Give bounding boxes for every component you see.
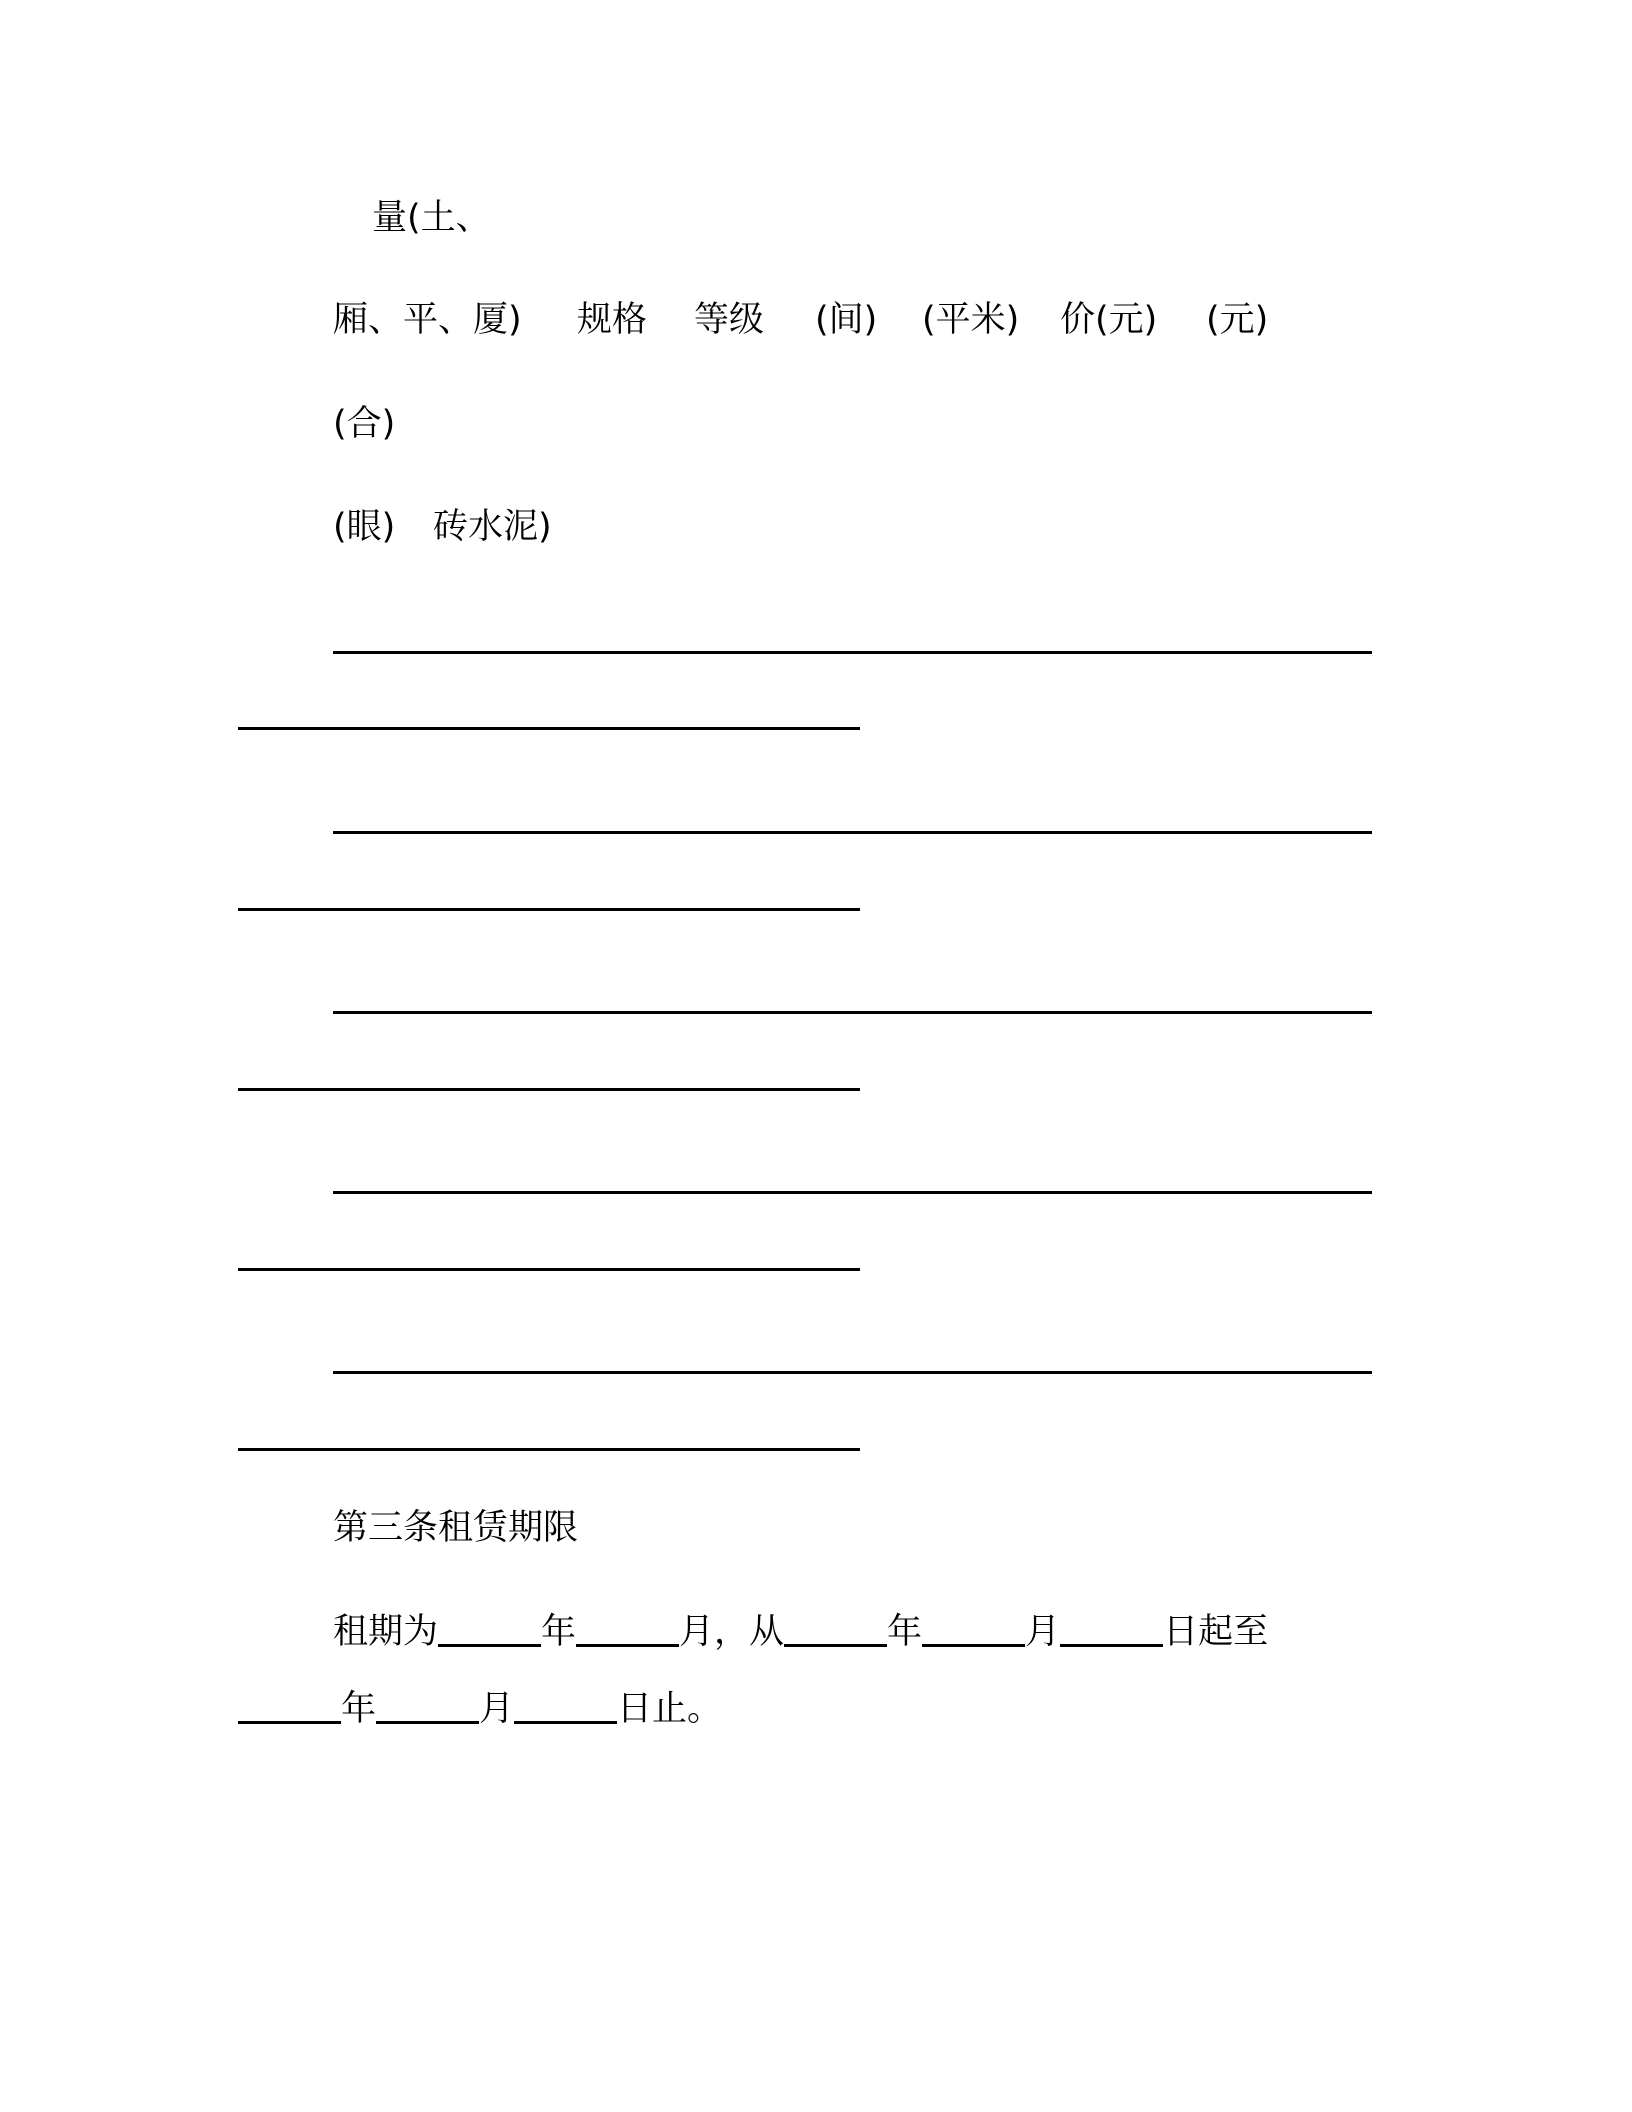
end-month-blank[interactable] (376, 1721, 479, 1724)
lease-months-blank[interactable] (576, 1644, 679, 1647)
blank-row-1-line-a (333, 651, 1372, 654)
start-year-blank[interactable] (784, 1644, 887, 1647)
blank-row-2-line-b (238, 908, 860, 911)
blank-row-3-line-b (238, 1088, 860, 1091)
blank-row-4-line-a (333, 1191, 1372, 1194)
header-spec-label: 规格 (577, 300, 648, 340)
blank-row-4-line-b (238, 1268, 860, 1271)
end-year-unit: 年 (341, 1689, 377, 1729)
blank-row-3-line-a (333, 1011, 1372, 1014)
header-combined-label: (合) (333, 404, 396, 444)
start-year-unit: 年 (887, 1612, 923, 1652)
article-3-title: 第三条租赁期限 (333, 1508, 579, 1548)
header-room-type-label: 厢、平、厦) (333, 300, 522, 340)
end-month-unit: 月 (479, 1689, 515, 1729)
end-day-unit: 日止。 (617, 1689, 723, 1729)
header-total-label: (元) (1206, 300, 1269, 340)
lease-term-line-2 (238, 1687, 722, 1731)
lease-months-unit-from: 月，从 (679, 1612, 785, 1652)
header-quantity-label: 量(土、 (372, 198, 491, 238)
start-day-blank[interactable] (1060, 1644, 1163, 1647)
header-area-label: (平米) (922, 300, 1020, 340)
blank-row-1-line-b (238, 727, 860, 730)
header-grade-label: 等级 (694, 300, 765, 340)
blank-row-5-line-b (238, 1448, 860, 1451)
end-day-blank[interactable] (514, 1721, 617, 1724)
header-material-label: 砖水泥) (433, 507, 552, 547)
lease-years-blank[interactable] (438, 1644, 541, 1647)
start-month-unit: 月 (1025, 1612, 1061, 1652)
start-day-unit: 日起至 (1163, 1612, 1269, 1652)
header-rooms-label: (间) (815, 300, 878, 340)
lease-term-prefix: 租期为 (333, 1612, 439, 1652)
header-eye-label: (眼) (333, 507, 396, 547)
blank-row-2-line-a (333, 831, 1372, 834)
lease-term-line-1 (333, 1610, 1268, 1654)
start-month-blank[interactable] (922, 1644, 1025, 1647)
lease-years-unit: 年 (541, 1612, 577, 1652)
header-unit-price-label: 价(元) (1060, 300, 1158, 340)
blank-row-5-line-a (333, 1371, 1372, 1374)
end-year-blank[interactable] (238, 1721, 341, 1724)
